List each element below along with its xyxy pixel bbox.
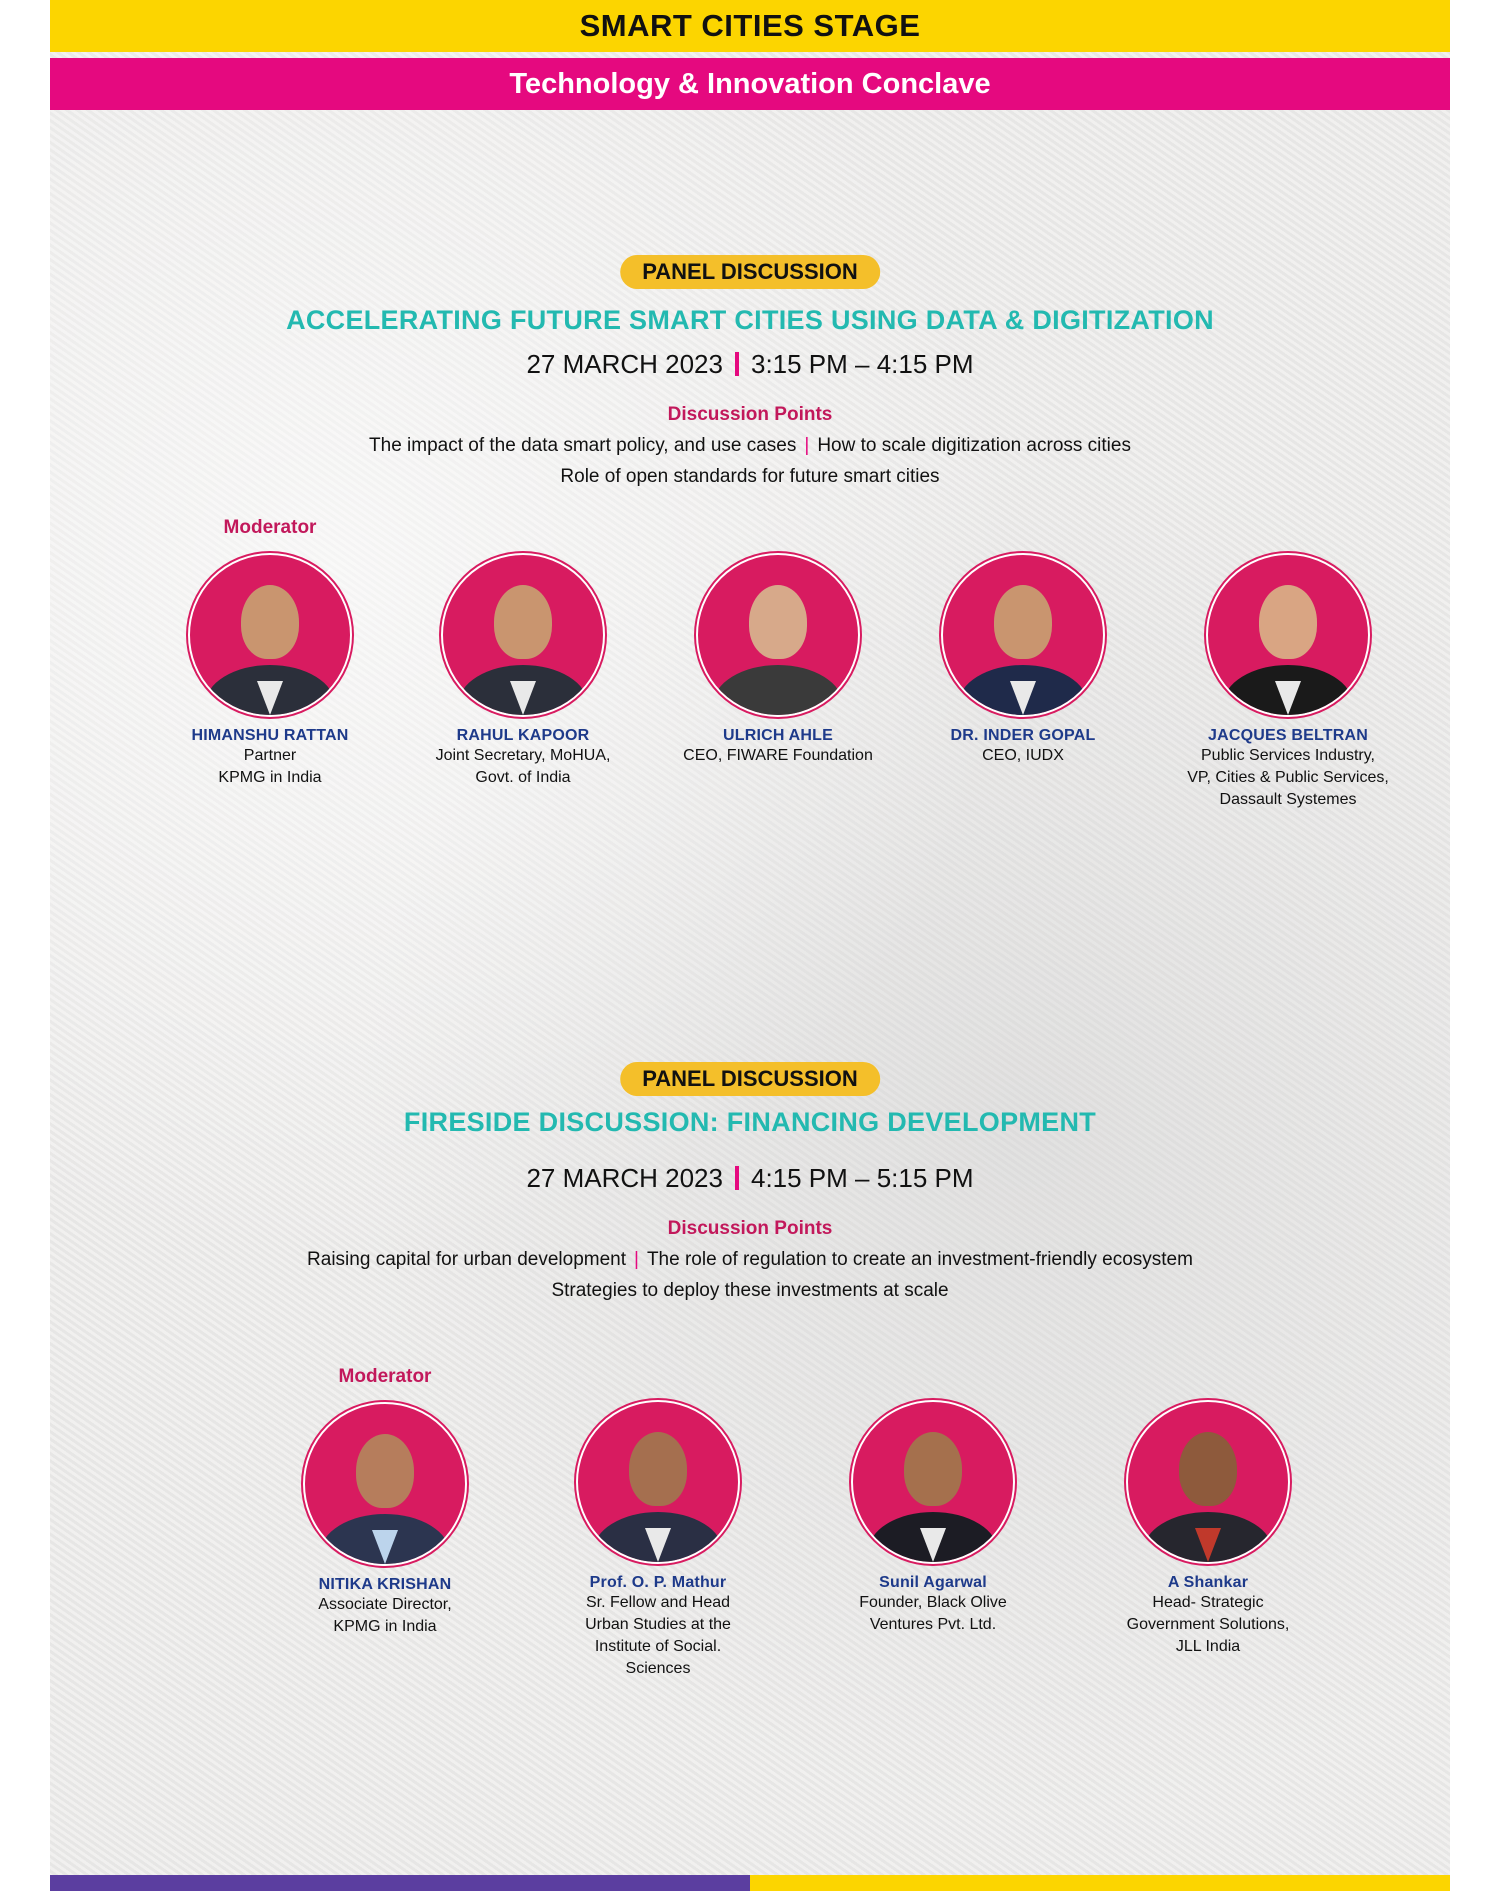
stage-banner <box>50 0 1450 52</box>
panel-1 <box>50 255 1450 815</box>
speaker-photo <box>1126 1400 1290 1564</box>
speaker-role: VP, Cities & Public Services, <box>1187 769 1389 786</box>
speaker-card <box>548 1400 768 1680</box>
panel-datetime <box>50 1163 1450 1194</box>
stage-title: SMART CITIES STAGE <box>579 8 921 43</box>
speaker-card <box>275 1402 495 1638</box>
panel-date: 27 MARCH 2023 <box>526 1163 723 1193</box>
point-separator: | <box>634 1249 639 1270</box>
speaker-card <box>1178 553 1398 811</box>
speaker-name: RAHUL KAPOOR <box>456 727 590 744</box>
speaker-name: NITIKA KRISHAN <box>318 1576 452 1593</box>
speaker-photo <box>696 553 860 717</box>
speaker-card <box>1098 1400 1318 1658</box>
panel-2 <box>50 1062 1450 1702</box>
speaker-card <box>913 553 1133 767</box>
speaker-role: Associate Director, <box>318 1596 452 1613</box>
moderator-label: Moderator <box>223 517 317 538</box>
discussion-point: The role of regulation to create an investment-friendly ecosystem <box>646 1249 1193 1270</box>
discussion-points-label: Discussion Points <box>667 404 833 425</box>
speaker-role: Joint Secretary, MoHUA, <box>435 747 611 764</box>
speaker-role: Partner <box>243 747 297 764</box>
footer-stripe-purple <box>50 1875 750 1891</box>
speaker-role: KPMG in India <box>333 1618 437 1635</box>
panel-title: FIRESIDE DISCUSSION: FINANCING DEVELOPMENT <box>403 1107 1097 1137</box>
speaker-photo <box>441 553 605 717</box>
panel-date: 27 MARCH 2023 <box>526 349 723 379</box>
discussion-point: The impact of the data smart policy, and use cases <box>369 435 797 456</box>
speaker-name: Sunil Agarwal <box>879 1574 987 1591</box>
panel-time: 4:15 PM – 5:15 PM <box>750 1163 974 1193</box>
speaker-role: KPMG in India <box>218 769 322 786</box>
speaker-photo <box>303 1402 467 1566</box>
speaker-photo <box>851 1400 1015 1564</box>
discussion-points-line-2: Strategies to deploy these investments at scale <box>551 1280 949 1301</box>
panel-time: 3:15 PM – 4:15 PM <box>750 349 974 379</box>
speaker-card <box>160 553 380 789</box>
speaker-role: Ventures Pvt. Ltd. <box>869 1616 997 1633</box>
speaker-role: Founder, Black Olive <box>859 1594 1007 1611</box>
speaker-name: A Shankar <box>1167 1574 1249 1591</box>
panel-title: ACCELERATING FUTURE SMART CITIES USING DATA & DIGITIZATION <box>286 305 1214 335</box>
speaker-role: Govt. of India <box>475 769 571 786</box>
speaker-role: Urban Studies at the <box>585 1616 731 1633</box>
panel-tag: PANEL DISCUSSION <box>620 1062 880 1096</box>
point-separator: | <box>804 435 810 456</box>
speaker-name: DR. INDER GOPAL <box>950 727 1096 744</box>
conclave-banner <box>50 58 1450 110</box>
speaker-role: Institute of Social. <box>594 1638 722 1655</box>
date-separator <box>735 1166 739 1190</box>
conclave-title: Technology & Innovation Conclave <box>509 67 991 100</box>
speaker-name: Prof. O. P. Mathur <box>589 1574 727 1591</box>
speaker-role: Head- Strategic <box>1152 1594 1264 1611</box>
speaker-photo <box>1206 553 1370 717</box>
discussion-point: How to scale digitization across cities <box>817 435 1131 456</box>
discussion-points-label: Discussion Points <box>667 1218 833 1239</box>
discussion-point: Raising capital for urban development <box>307 1249 627 1270</box>
speaker-photo <box>576 1400 740 1564</box>
speaker-role: Sr. Fellow and Head <box>585 1594 731 1611</box>
speaker-role: CEO, FIWARE Foundation <box>683 747 873 764</box>
panel-tag: PANEL DISCUSSION <box>620 255 880 289</box>
discussion-points-line-1 <box>50 435 1450 457</box>
speaker-photo <box>941 553 1105 717</box>
footer-stripe-yellow <box>750 1875 1450 1891</box>
speaker-card <box>823 1400 1043 1636</box>
discussion-points-line-1 <box>50 1249 1450 1271</box>
panel-datetime <box>50 349 1450 380</box>
speaker-photo <box>188 553 352 717</box>
moderator-label: Moderator <box>338 1366 432 1387</box>
speaker-role: Sciences <box>625 1660 691 1677</box>
speaker-name: HIMANSHU RATTAN <box>191 727 349 744</box>
discussion-points-line-2: Role of open standards for future smart cities <box>560 466 940 487</box>
speaker-name: JACQUES BELTRAN <box>1207 727 1369 744</box>
speaker-card <box>668 553 888 767</box>
speaker-role: Dassault Systemes <box>1219 791 1357 808</box>
speaker-name: ULRICH AHLE <box>722 727 834 744</box>
speaker-role: CEO, IUDX <box>982 747 1064 764</box>
speaker-role: Government Solutions, <box>1126 1616 1290 1633</box>
speaker-role: Public Services Industry, <box>1201 747 1375 764</box>
speaker-card <box>413 553 633 789</box>
date-separator <box>735 352 739 376</box>
speaker-role: JLL India <box>1175 1638 1241 1655</box>
